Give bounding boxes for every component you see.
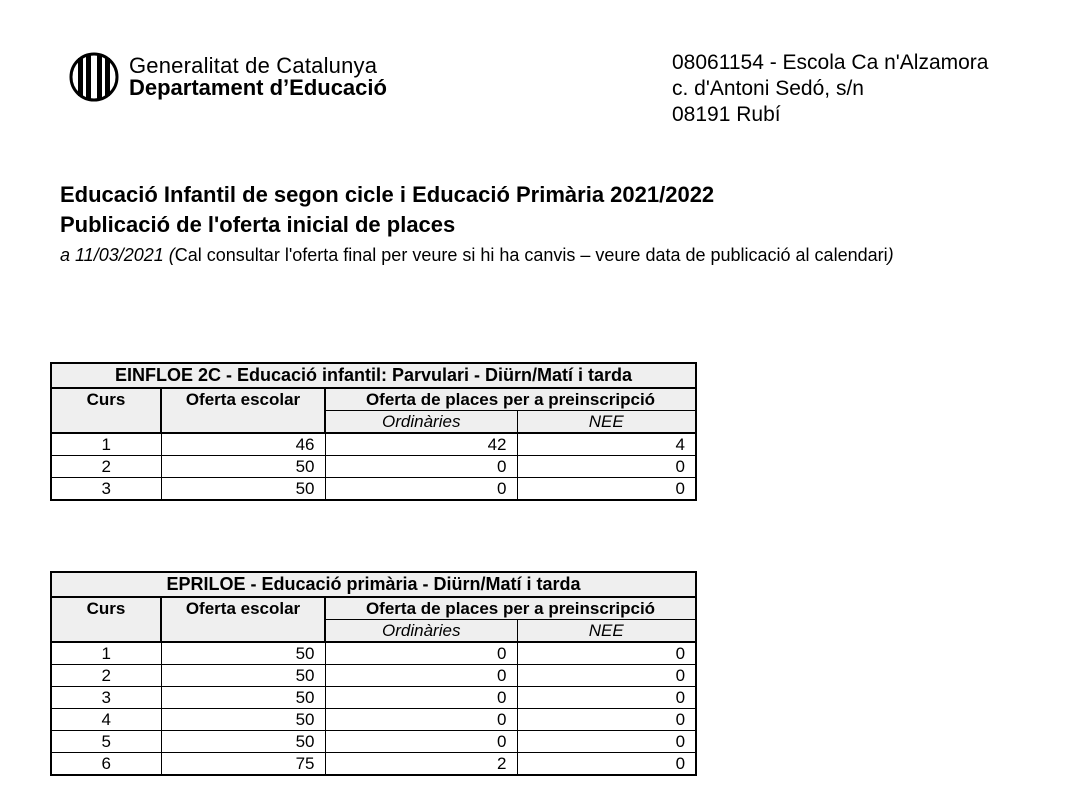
school-address: c. d'Antoni Sedó, s/n bbox=[672, 77, 864, 100]
column-header-nee: NEE bbox=[517, 620, 696, 643]
school-info bbox=[672, 50, 988, 128]
column-header-curs: Curs bbox=[51, 388, 161, 433]
document-subtitle: Publicació de l'oferta inicial de places bbox=[60, 212, 456, 237]
primaria-offer-table bbox=[50, 571, 697, 776]
table-row bbox=[51, 709, 696, 731]
table-row bbox=[51, 642, 696, 665]
table-row bbox=[51, 478, 696, 501]
cell-ordinaries: 2 bbox=[325, 753, 517, 776]
column-header-ordinaries: Ordinàries bbox=[325, 620, 517, 643]
cell-nee: 0 bbox=[517, 642, 696, 665]
logo-generalitat-text: Generalitat de Catalunya bbox=[129, 53, 378, 78]
cell-curs: 3 bbox=[51, 687, 161, 709]
cell-ordinaries: 0 bbox=[325, 709, 517, 731]
table-row bbox=[51, 433, 696, 456]
cell-curs: 6 bbox=[51, 753, 161, 776]
cell-oferta: 50 bbox=[161, 687, 325, 709]
cell-ordinaries: 0 bbox=[325, 731, 517, 753]
cell-curs: 4 bbox=[51, 709, 161, 731]
column-header-oferta-escolar: Oferta escolar bbox=[161, 597, 325, 642]
generalitat-emblem-icon bbox=[69, 52, 119, 102]
cell-nee: 0 bbox=[517, 456, 696, 478]
table-title: EPRILOE - Educació primària - Diürn/Matí i tarda bbox=[51, 572, 696, 597]
generalitat-logo bbox=[69, 52, 387, 102]
publication-note-text: Cal consultar l'oferta final per veure si hi ha canvis – veure data de publicació al calendari bbox=[174, 245, 888, 265]
cell-oferta: 50 bbox=[161, 642, 325, 665]
cell-oferta: 50 bbox=[161, 456, 325, 478]
publication-note bbox=[60, 242, 894, 268]
school-city: 08191 Rubí bbox=[672, 103, 781, 126]
cell-ordinaries: 0 bbox=[325, 687, 517, 709]
cell-oferta: 75 bbox=[161, 753, 325, 776]
cell-oferta: 46 bbox=[161, 433, 325, 456]
column-header-nee: NEE bbox=[517, 411, 696, 434]
infantil-offer-table bbox=[50, 362, 697, 501]
column-header-curs: Curs bbox=[51, 597, 161, 642]
publication-date: a 11/03/2021 ( bbox=[60, 245, 175, 265]
cell-nee: 0 bbox=[517, 709, 696, 731]
cell-ordinaries: 0 bbox=[325, 642, 517, 665]
cell-nee: 0 bbox=[517, 753, 696, 776]
column-header-oferta-preinscripcio: Oferta de places per a preinscripció bbox=[325, 388, 696, 411]
table-row bbox=[51, 456, 696, 478]
school-code-name: 08061154 - Escola Ca n'Alzamora bbox=[672, 51, 989, 74]
cell-nee: 0 bbox=[517, 478, 696, 501]
cell-nee: 0 bbox=[517, 731, 696, 753]
cell-curs: 1 bbox=[51, 642, 161, 665]
table-row bbox=[51, 687, 696, 709]
cell-ordinaries: 42 bbox=[325, 433, 517, 456]
column-header-ordinaries: Ordinàries bbox=[325, 411, 517, 434]
table-row bbox=[51, 753, 696, 776]
cell-curs: 2 bbox=[51, 665, 161, 687]
table-row bbox=[51, 731, 696, 753]
cell-oferta: 50 bbox=[161, 665, 325, 687]
cell-curs: 3 bbox=[51, 478, 161, 501]
cell-oferta: 50 bbox=[161, 478, 325, 501]
table-row bbox=[51, 665, 696, 687]
column-header-oferta-escolar: Oferta escolar bbox=[161, 388, 325, 433]
cell-curs: 5 bbox=[51, 731, 161, 753]
cell-ordinaries: 0 bbox=[325, 478, 517, 501]
cell-ordinaries: 0 bbox=[325, 456, 517, 478]
cell-curs: 1 bbox=[51, 433, 161, 456]
cell-ordinaries: 0 bbox=[325, 665, 517, 687]
cell-curs: 2 bbox=[51, 456, 161, 478]
publication-note-close: ) bbox=[887, 245, 894, 265]
column-header-oferta-preinscripcio: Oferta de places per a preinscripció bbox=[325, 597, 696, 620]
cell-nee: 0 bbox=[517, 687, 696, 709]
table-title: EINFLOE 2C - Educació infantil: Parvulari - Diürn/Matí i tarda bbox=[51, 363, 696, 388]
logo-department-text: Departament d’Educació bbox=[129, 75, 387, 100]
cell-nee: 0 bbox=[517, 665, 696, 687]
cell-oferta: 50 bbox=[161, 709, 325, 731]
document-titles bbox=[60, 180, 894, 268]
cell-oferta: 50 bbox=[161, 731, 325, 753]
document-title: Educació Infantil de segon cicle i Educació Primària 2021/2022 bbox=[60, 182, 715, 207]
cell-nee: 4 bbox=[517, 433, 696, 456]
